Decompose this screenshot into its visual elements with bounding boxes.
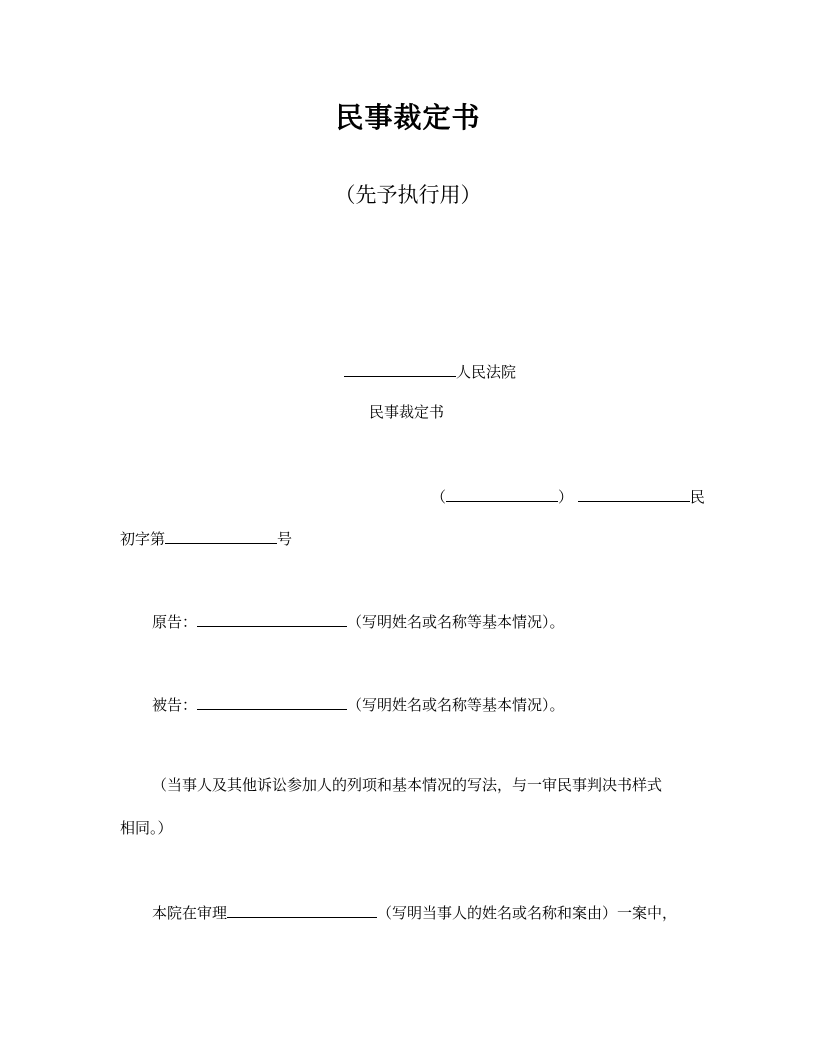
- trial-prefix: 本院在审理: [152, 904, 228, 922]
- case-min-char: 民: [689, 488, 705, 506]
- parties-note-line-2: 相同。）: [120, 819, 173, 837]
- case-close-paren: ）: [558, 488, 574, 506]
- court-name-line: [344, 360, 516, 382]
- document-title: 民事裁定书: [335, 101, 481, 134]
- case-serial-blank[interactable]: [165, 527, 277, 544]
- doc-heading: 民事裁定书: [369, 403, 445, 421]
- case-number-line-2: [120, 527, 292, 549]
- plaintiff-label: 原告：: [152, 613, 198, 631]
- plaintiff-blank[interactable]: [197, 610, 347, 627]
- plaintiff-line: [152, 610, 565, 632]
- case-code-blank[interactable]: [578, 485, 690, 502]
- court-name-blank[interactable]: [344, 360, 456, 377]
- case-number-line: [431, 485, 705, 507]
- trial-note: （写明当事人的姓名或名称和案由）一案中，: [377, 904, 678, 922]
- defendant-blank[interactable]: [197, 693, 347, 710]
- court-suffix: 人民法院: [456, 363, 517, 381]
- defendant-line: [152, 693, 565, 715]
- parties-note-line-1: （当事人及其他诉讼参加人的列项和基本情况的写法，与一审民事判决书样式: [152, 776, 663, 794]
- case-prefix: 初字第: [120, 530, 166, 548]
- defendant-label: 被告：: [152, 696, 198, 714]
- case-suffix: 号: [277, 530, 293, 548]
- trial-line: [152, 901, 677, 923]
- case-year-blank[interactable]: [446, 485, 558, 502]
- defendant-note: （写明姓名或名称等基本情况）。: [347, 696, 565, 714]
- plaintiff-note: （写明姓名或名称等基本情况）。: [347, 613, 565, 631]
- document-subtitle: （先予执行用）: [334, 183, 482, 207]
- trial-case-blank[interactable]: [227, 901, 377, 918]
- case-open-paren: （: [431, 488, 447, 506]
